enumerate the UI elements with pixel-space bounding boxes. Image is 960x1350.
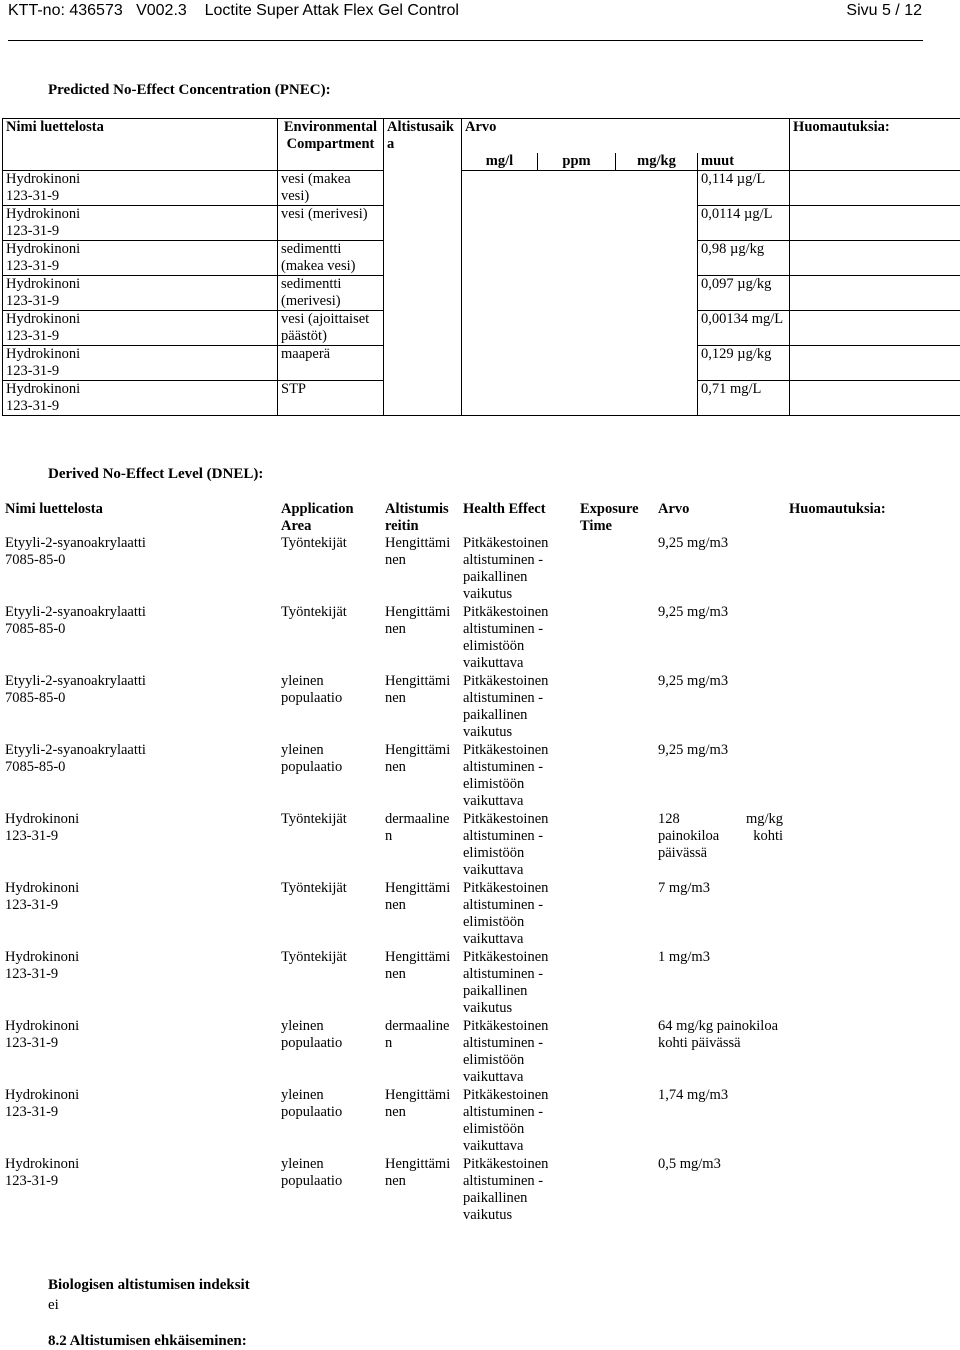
dnel-area: yleinen populaatio xyxy=(281,673,343,706)
pnec-substance-line1: Hydrokinoni xyxy=(6,241,81,257)
pnec-substance-line2: 123-31-9 xyxy=(6,398,60,414)
dnel-substance-line2: 123-31-9 xyxy=(5,1104,59,1120)
dnel-value: 9,25 mg/m3 xyxy=(658,673,729,689)
dnel-header-area: Application Area xyxy=(281,501,354,534)
pnec-substance-line1: Hydrokinoni xyxy=(6,346,81,362)
dnel-time xyxy=(577,742,655,811)
pnec-exposure xyxy=(384,346,462,381)
dnel-substance xyxy=(2,1087,278,1156)
dnel-effect: Pitkäkestoinen altistuminen - elimistöön vaikuttava xyxy=(463,1018,549,1085)
dnel-effect: Pitkäkestoinen altistuminen - elimistöön vaikuttava xyxy=(463,1087,549,1154)
dnel-substance-line1: Hydrokinoni xyxy=(5,1087,80,1103)
pnec-value: 0,097 µg/kg xyxy=(698,276,790,311)
dnel-route: dermaaline n xyxy=(385,811,450,844)
dnel-time xyxy=(577,1087,655,1156)
dnel-substance xyxy=(2,949,278,1018)
dnel-value: 9,25 mg/m3 xyxy=(658,742,729,758)
dnel-route: Hengittämi nen xyxy=(385,1087,451,1120)
pnec-exposure xyxy=(384,171,462,206)
pnec-remarks xyxy=(790,171,960,206)
pnec-row xyxy=(3,206,960,241)
pnec-row xyxy=(3,346,960,381)
dnel-remarks xyxy=(786,949,957,1018)
dnel-effect: Pitkäkestoinen altistuminen - paikallinen vaikutus xyxy=(463,949,549,1016)
dnel-effect: Pitkäkestoinen altistuminen - paikallinen vaikutus xyxy=(463,1156,549,1223)
dnel-remarks xyxy=(786,1156,957,1225)
dnel-substance-line1: Etyyli-2-syanoakrylaatti xyxy=(5,535,146,551)
dnel-row xyxy=(2,742,957,811)
pnec-substance-line2: 123-31-9 xyxy=(6,223,60,239)
dnel-substance-line1: Hydrokinoni xyxy=(5,811,80,827)
pnec-compartment: vesi (makea vesi) xyxy=(278,171,384,206)
dnel-route: Hengittämi nen xyxy=(385,880,451,913)
section-8-2-title: 8.2 Altistumisen ehkäiseminen: xyxy=(48,1333,247,1349)
pnec-substance-line1: Hydrokinoni xyxy=(6,311,81,327)
dnel-time xyxy=(577,535,655,604)
pnec-value: 0,129 µg/kg xyxy=(698,346,790,381)
pnec-exposure xyxy=(384,381,462,416)
pnec-substance-line2: 123-31-9 xyxy=(6,363,60,379)
pnec-compartment: STP xyxy=(278,381,384,416)
dnel-value: 7 mg/m3 xyxy=(658,880,710,896)
pnec-header-exposure: Altistusaik a xyxy=(384,119,462,154)
pnec-exposure xyxy=(384,241,462,276)
pnec-compartment: sedimentti (makea vesi) xyxy=(278,241,384,276)
pnec-value-blank xyxy=(462,276,698,311)
dnel-route: Hengittämi nen xyxy=(385,742,451,775)
dnel-substance-line1: Hydrokinoni xyxy=(5,1018,80,1034)
dnel-header-remarks: Huomautuksia: xyxy=(789,501,886,517)
dnel-effect: Pitkäkestoinen altistuminen - paikallinen vaikutus xyxy=(463,535,549,602)
pnec-value-blank xyxy=(462,346,698,381)
pnec-remarks xyxy=(790,311,960,346)
dnel-substance-line2: 7085-85-0 xyxy=(5,759,66,775)
dnel-table xyxy=(2,501,957,1225)
dnel-remarks xyxy=(786,673,957,742)
dnel-substance xyxy=(2,673,278,742)
dnel-value: 9,25 mg/m3 xyxy=(658,604,729,620)
pnec-value-blank xyxy=(462,381,698,416)
dnel-substance-line1: Hydrokinoni xyxy=(5,1156,80,1172)
dnel-header-value: Arvo xyxy=(658,501,690,517)
dnel-time xyxy=(577,1156,655,1225)
dnel-time xyxy=(577,811,655,880)
pnec-substance xyxy=(3,241,278,276)
pnec-exposure xyxy=(384,276,462,311)
dnel-header-effect: Health Effect xyxy=(463,501,546,517)
dnel-area: Työntekijät xyxy=(281,535,347,551)
pnec-substance-line2: 123-31-9 xyxy=(6,293,60,309)
dnel-row xyxy=(2,1087,957,1156)
dnel-route: Hengittämi nen xyxy=(385,673,451,706)
dnel-substance-line2: 123-31-9 xyxy=(5,828,59,844)
dnel-remarks xyxy=(786,604,957,673)
pnec-substance xyxy=(3,206,278,241)
dnel-row xyxy=(2,1156,957,1225)
bio-title: Biologisen altistumisen indeksit xyxy=(48,1277,250,1293)
header-divider xyxy=(8,40,923,41)
pnec-header-remarks: Huomautuksia: xyxy=(790,119,960,154)
pnec-header-compartment: Environmental Compartment xyxy=(278,119,384,154)
dnel-substance-line1: Etyyli-2-syanoakrylaatti xyxy=(5,604,146,620)
dnel-substance-line2: 123-31-9 xyxy=(5,897,59,913)
dnel-time xyxy=(577,949,655,1018)
pnec-substance xyxy=(3,276,278,311)
dnel-substance-line2: 123-31-9 xyxy=(5,1173,59,1189)
pnec-header-other: muut xyxy=(698,153,790,171)
dnel-row xyxy=(2,949,957,1018)
dnel-substance-line1: Hydrokinoni xyxy=(5,880,80,896)
dnel-header-name: Nimi luettelosta xyxy=(5,501,103,517)
dnel-effect: Pitkäkestoinen altistuminen - elimistöön vaikuttava xyxy=(463,811,549,878)
dnel-substance-line2: 123-31-9 xyxy=(5,966,59,982)
dnel-row xyxy=(2,673,957,742)
page-header xyxy=(8,2,922,22)
pnec-value: 0,00134 mg/L xyxy=(698,311,790,346)
dnel-route: Hengittämi nen xyxy=(385,1156,451,1189)
dnel-substance xyxy=(2,811,278,880)
pnec-header-value: Arvo xyxy=(462,119,790,154)
dnel-value: 9,25 mg/m3 xyxy=(658,535,729,551)
pnec-exposure xyxy=(384,206,462,241)
pnec-compartment: vesi (ajoittaiset päästöt) xyxy=(278,311,384,346)
page-number: Sivu 5 / 12 xyxy=(846,2,922,19)
dnel-value: 1 mg/m3 xyxy=(658,949,710,965)
dnel-remarks xyxy=(786,811,957,880)
dnel-area: Työntekijät xyxy=(281,949,347,965)
dnel-route: Hengittämi nen xyxy=(385,604,451,637)
dnel-substance-line1: Etyyli-2-syanoakrylaatti xyxy=(5,742,146,758)
dnel-effect: Pitkäkestoinen altistuminen - elimistöön vaikuttava xyxy=(463,880,549,947)
dnel-value: 1,74 mg/m3 xyxy=(658,1087,729,1103)
dnel-title: Derived No-Effect Level (DNEL): xyxy=(48,466,264,482)
pnec-value: 0,71 mg/L xyxy=(698,381,790,416)
dnel-substance-line1: Etyyli-2-syanoakrylaatti xyxy=(5,673,146,689)
dnel-substance-line2: 123-31-9 xyxy=(5,1035,59,1051)
pnec-remarks xyxy=(790,206,960,241)
dnel-remarks xyxy=(786,880,957,949)
dnel-route: Hengittämi nen xyxy=(385,535,451,568)
pnec-value: 0,0114 µg/L xyxy=(698,206,790,241)
dnel-substance xyxy=(2,1018,278,1087)
pnec-substance xyxy=(3,311,278,346)
dnel-effect: Pitkäkestoinen altistuminen - paikallinen vaikutus xyxy=(463,673,549,740)
pnec-remarks xyxy=(790,276,960,311)
dnel-route: Hengittämi nen xyxy=(385,949,451,982)
pnec-row xyxy=(3,276,960,311)
pnec-substance-line2: 123-31-9 xyxy=(6,258,60,274)
dnel-area: yleinen populaatio xyxy=(281,742,343,775)
dnel-value: 0,5 mg/m3 xyxy=(658,1156,721,1172)
dnel-substance-line1: Hydrokinoni xyxy=(5,949,80,965)
dnel-remarks xyxy=(786,1018,957,1087)
pnec-substance-line1: Hydrokinoni xyxy=(6,276,81,292)
pnec-substance xyxy=(3,381,278,416)
pnec-row xyxy=(3,241,960,276)
pnec-substance-line2: 123-31-9 xyxy=(6,328,60,344)
pnec-substance xyxy=(3,346,278,381)
dnel-area: yleinen populaatio xyxy=(281,1156,343,1189)
dnel-substance-line2: 7085-85-0 xyxy=(5,690,66,706)
dnel-substance xyxy=(2,604,278,673)
dnel-row xyxy=(2,811,957,880)
dnel-row xyxy=(2,535,957,604)
dnel-substance xyxy=(2,880,278,949)
pnec-value-blank xyxy=(462,241,698,276)
dnel-value: 64 mg/kg painokiloa kohti päivässä xyxy=(658,1018,779,1051)
pnec-header-ppm: ppm xyxy=(538,153,616,171)
dnel-route: dermaaline n xyxy=(385,1018,450,1051)
pnec-exposure xyxy=(384,311,462,346)
pnec-substance-line2: 123-31-9 xyxy=(6,188,60,204)
dnel-value: 128 mg/kg painokiloa kohti päivässä xyxy=(658,811,783,861)
dnel-remarks xyxy=(786,742,957,811)
dnel-time xyxy=(577,604,655,673)
dnel-time xyxy=(577,1018,655,1087)
dnel-row xyxy=(2,1018,957,1087)
dnel-remarks xyxy=(786,535,957,604)
dnel-area: Työntekijät xyxy=(281,604,347,620)
pnec-substance-line1: Hydrokinoni xyxy=(6,171,81,187)
dnel-effect: Pitkäkestoinen altistuminen - elimistöön vaikuttava xyxy=(463,604,549,671)
pnec-table xyxy=(2,118,960,416)
dnel-substance xyxy=(2,1156,278,1225)
pnec-compartment: sedimentti (merivesi) xyxy=(278,276,384,311)
pnec-value-blank xyxy=(462,206,698,241)
pnec-row xyxy=(3,381,960,416)
bio-value: ei xyxy=(48,1297,59,1313)
dnel-row xyxy=(2,604,957,673)
pnec-header-mgkg: mg/kg xyxy=(616,153,698,171)
dnel-effect: Pitkäkestoinen altistuminen - elimistöön vaikuttava xyxy=(463,742,549,809)
pnec-compartment: maaperä xyxy=(278,346,384,381)
pnec-row xyxy=(3,311,960,346)
pnec-header-mgl: mg/l xyxy=(462,153,538,171)
pnec-row xyxy=(3,171,960,206)
dnel-substance-line2: 7085-85-0 xyxy=(5,552,66,568)
dnel-header-time: Exposure Time xyxy=(580,501,639,534)
pnec-substance-line1: Hydrokinoni xyxy=(6,206,81,222)
pnec-value-blank xyxy=(462,311,698,346)
dnel-time xyxy=(577,880,655,949)
dnel-area: yleinen populaatio xyxy=(281,1018,343,1051)
pnec-title: Predicted No-Effect Concentration (PNEC): xyxy=(48,82,331,98)
pnec-compartment: vesi (merivesi) xyxy=(278,206,384,241)
dnel-area: yleinen populaatio xyxy=(281,1087,343,1120)
pnec-remarks xyxy=(790,241,960,276)
document-id: KTT-no: 436573 V002.3 Loctite Super Attak Flex Gel Control xyxy=(8,2,459,19)
pnec-substance xyxy=(3,171,278,206)
dnel-area: Työntekijät xyxy=(281,811,347,827)
dnel-header-route: Altistumis reitin xyxy=(385,501,449,534)
dnel-row xyxy=(2,880,957,949)
pnec-remarks xyxy=(790,381,960,416)
dnel-substance xyxy=(2,742,278,811)
dnel-time xyxy=(577,673,655,742)
dnel-substance-line2: 7085-85-0 xyxy=(5,621,66,637)
dnel-area: Työntekijät xyxy=(281,880,347,896)
pnec-header-name: Nimi luettelosta xyxy=(3,119,278,154)
pnec-substance-line1: Hydrokinoni xyxy=(6,381,81,397)
dnel-remarks xyxy=(786,1087,957,1156)
pnec-remarks xyxy=(790,346,960,381)
pnec-value: 0,114 µg/L xyxy=(698,171,790,206)
dnel-substance xyxy=(2,535,278,604)
pnec-value: 0,98 µg/kg xyxy=(698,241,790,276)
pnec-value-blank xyxy=(462,171,698,206)
